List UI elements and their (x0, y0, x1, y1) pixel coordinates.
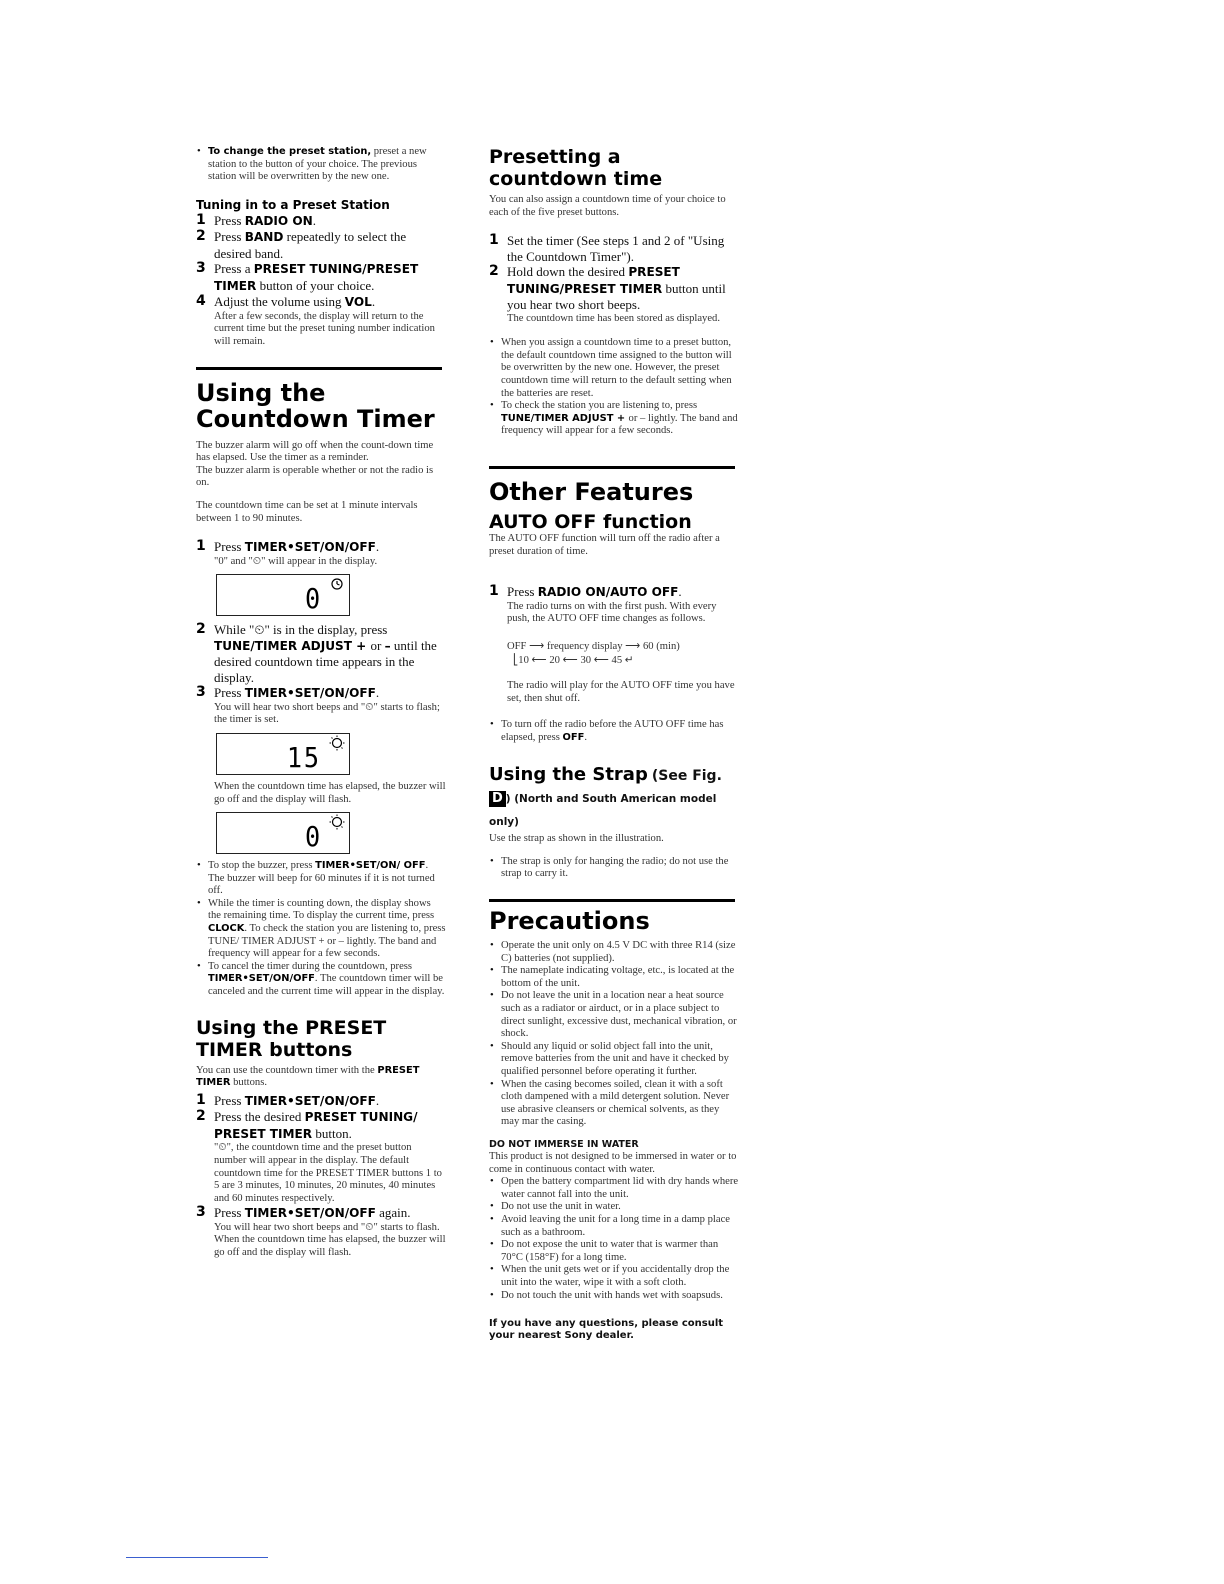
list-item: • Do not expose the unit to water that is warmer than 70°C (158°F) for a long time. (489, 1239, 739, 1264)
step-item: 2 While "⏲" is in the display, press TUNE/TIMER ADJUST + or – until the desired countdown time appears in the display. (196, 621, 437, 685)
precautions-list (489, 940, 739, 1129)
lcd-digits: 0 (305, 820, 323, 854)
step-item: 1 Press TIMER•SET/ON/OFF. "0" and "⏲" will appear in the display. (196, 538, 380, 567)
footer-line (126, 1557, 268, 1558)
list-item: • Do not use the unit in water. (489, 1201, 739, 1214)
step-item: 2 Press BAND repeatedly to select the desired band. (196, 228, 407, 261)
strap-note (489, 856, 739, 881)
list-item: • To change the preset station, preset a new station to the button of your choice. The previous station will be overwritten by the new one. (196, 146, 446, 184)
auto-off-intro: The AUTO OFF function will turn off the radio after a preset duration of time. (489, 533, 720, 557)
other-features-heading: Other Features (489, 478, 694, 507)
step-item: 3 Press TIMER•SET/ON/OFF. You will hear two short beeps and "⏲" starts to flash; the timer is set. (196, 684, 440, 726)
list-item: • Open the battery compartment lid with dry hands where water cannot fall into the unit. (489, 1176, 739, 1201)
list-item: • The nameplate indicating voltage, etc., is located at the bottom of the unit. (489, 965, 739, 990)
step-item: 3 Press a PRESET TUNING/PRESET TIMER button of your choice. (196, 260, 419, 293)
list-item: • To stop the buzzer, press TIMER•SET/ON/ OFF. The buzzer will beep for 60 minutes if it is not turned off. (196, 860, 446, 898)
cycle-line-1: OFF ⟶ frequency display ⟶ 60 (min) (507, 640, 680, 652)
step-item: 1 Press TIMER•SET/ON/OFF. (196, 1091, 380, 1108)
timer-flashing-icon (329, 735, 345, 751)
presetting-intro: You can also assign a countdown time of your choice to each of the five preset buttons. (489, 194, 726, 218)
lcd-display-15 (216, 733, 350, 775)
countdown-intro: The buzzer alarm will go off when the count-down time has elapsed. Use the timer as a reminder. (196, 439, 434, 464)
preset-timer-heading: Using the PRESET TIMER buttons (196, 1016, 387, 1061)
preset-timer-steps (196, 1093, 446, 1260)
left-column (196, 146, 446, 1260)
timer-icon (329, 576, 345, 592)
presetting-notes (489, 337, 739, 438)
step-item: 3 Press TIMER•SET/ON/OFF again. You will hear two short beeps and "⏲" starts to flash. When the countdown time has elapsed, the buzzer will go off and the display will flash. (196, 1204, 446, 1258)
auto-off-note (489, 719, 739, 744)
strap-heading: Using the Strap (See Fig. D ) (North and South American model only) (489, 764, 722, 829)
step-item: 1 Press RADIO ON/AUTO OFF. The radio turns on with the first push. With every push, the AUTO OFF time changes as follows. (489, 583, 717, 625)
lcd-display-flash (216, 812, 350, 854)
step-item: 4 Adjust the volume using VOL. After a few seconds, the display will return to the current time but the preset tuning number indication will remain. (196, 293, 435, 347)
strap-text: Use the strap as shown in the illustration. (489, 833, 664, 845)
countdown-notes (196, 860, 446, 999)
list-item: • To check the station you are listening to, press TUNE/TIMER ADJUST + or – lightly. The band and frequency will appear for a few seconds. (489, 400, 739, 438)
list-item: • Should any liquid or solid object fall into the unit, remove batteries from the unit and have it checked by qualified personnel before operating it further. (489, 1041, 739, 1079)
auto-off-steps (489, 584, 739, 626)
auto-off-after: The radio will play for the AUTO OFF time you have set, then shut off. (507, 679, 735, 704)
presetting-heading: Presetting a countdown time (489, 146, 663, 190)
countdown-steps-2 (196, 622, 446, 727)
countdown-intro-2: The buzzer alarm is operable whether or not the radio is on. (196, 464, 434, 489)
figure-d-icon: D (489, 791, 506, 807)
list-item: • Avoid leaving the unit for a long time in a damp place such as a bathroom. (489, 1214, 739, 1239)
auto-off-cycle (507, 640, 739, 668)
lcd-display-0 (216, 574, 350, 616)
preset-timer-intro: You can use the countdown timer with the PRESET TIMER buttons. (196, 1064, 420, 1089)
step-item: 1 Set the timer (See steps 1 and 2 of "Using the Countdown Timer"). (489, 232, 725, 264)
list-item: • To turn off the radio before the AUTO OFF time has elapsed, press OFF. (489, 719, 739, 744)
elapsed-text: When the countdown time has elapsed, the buzzer will go off and the display will flash. (214, 780, 446, 805)
precautions-heading: Precautions (489, 907, 650, 936)
timer-flashing-icon (329, 814, 345, 830)
lcd-digits: 15 (287, 740, 322, 774)
immerse-text: This product is not designed to be immersed in water or to come in continuous contact with water. (489, 1150, 737, 1175)
list-item: • Do not leave the unit in a location near a heat source such as a radiator or airduct, or in a place subject to direct sunlight, excessive dust, mechanical vibration, or shock. (489, 990, 739, 1040)
countdown-steps (196, 539, 446, 568)
change-preset-note (196, 146, 446, 184)
auto-off-heading: AUTO OFF function (489, 511, 692, 534)
countdown-intervals: The countdown time can be set at 1 minute intervals between 1 to 90 minutes. (196, 499, 418, 524)
cycle-line-2: ⎣10 ⟵ 20 ⟵ 30 ⟵ 45 ↵ (513, 654, 634, 666)
water-list (489, 1176, 739, 1302)
list-item: • The strap is only for hanging the radio; do not use the strap to carry it. (489, 856, 739, 881)
presetting-steps (489, 233, 739, 325)
list-item: • Do not touch the unit with hands wet with soapsuds. (489, 1290, 739, 1303)
list-item: • While the timer is counting down, the display shows the remaining time. To display the current time, press CLOCK. To check the station you are listening to, press TUNE/ TIMER ADJUST + or – lightly. The band and frequency will appear for a few seconds. (196, 898, 446, 961)
list-item: • When the casing becomes soiled, clean it with a soft cloth dampened with a mild detergent solution. Never use abrasive cleansers or chemical solvents, as they may mar the casing. (489, 1079, 739, 1129)
footer-note: If you have any questions, please consult your nearest Sony dealer. (489, 1318, 724, 1342)
countdown-heading: Using the Countdown Timer (196, 378, 435, 433)
list-item: • Operate the unit only on 4.5 V DC with three R14 (size C) batteries (not supplied). (489, 940, 739, 965)
right-column (489, 146, 739, 1342)
step-item: 2 Hold down the desired PRESET TUNING/PRESET TIMER button until you hear two short beeps. The countdown time has been stored as displayed. (489, 263, 726, 324)
step-item: 2 Press the desired PRESET TUNING/ PRESET TIMER button. "⏲", the countdown time and the preset button number will appear in the display. The default countdown time for the PRESET TIMER buttons 1 to 5 are 3 minutes, 10 minutes, 20 minutes, 40 minutes and 60 minutes respectively. (196, 1108, 442, 1204)
list-item: • When the unit gets wet or if you accidentally drop the unit into the water, wipe it with a soft cloth. (489, 1264, 739, 1289)
tuning-steps (196, 213, 446, 349)
step-item: 1 Press RADIO ON. (196, 211, 316, 228)
lcd-digits: 0 (305, 582, 323, 616)
tuning-heading: Tuning in to a Preset Station (196, 197, 390, 212)
list-item: • To cancel the timer during the countdown, press TIMER•SET/ON/OFF. The countdown timer will be canceled and the current time will appear in the display. (196, 961, 446, 999)
list-item: • When you assign a countdown time to a preset button, the default countdown time assigned to the button will be overwritten by the new one. However, the preset countdown time will return to the default setting when the batteries are reset. (489, 337, 739, 400)
immerse-heading: DO NOT IMMERSE IN WATER (489, 1138, 639, 1150)
